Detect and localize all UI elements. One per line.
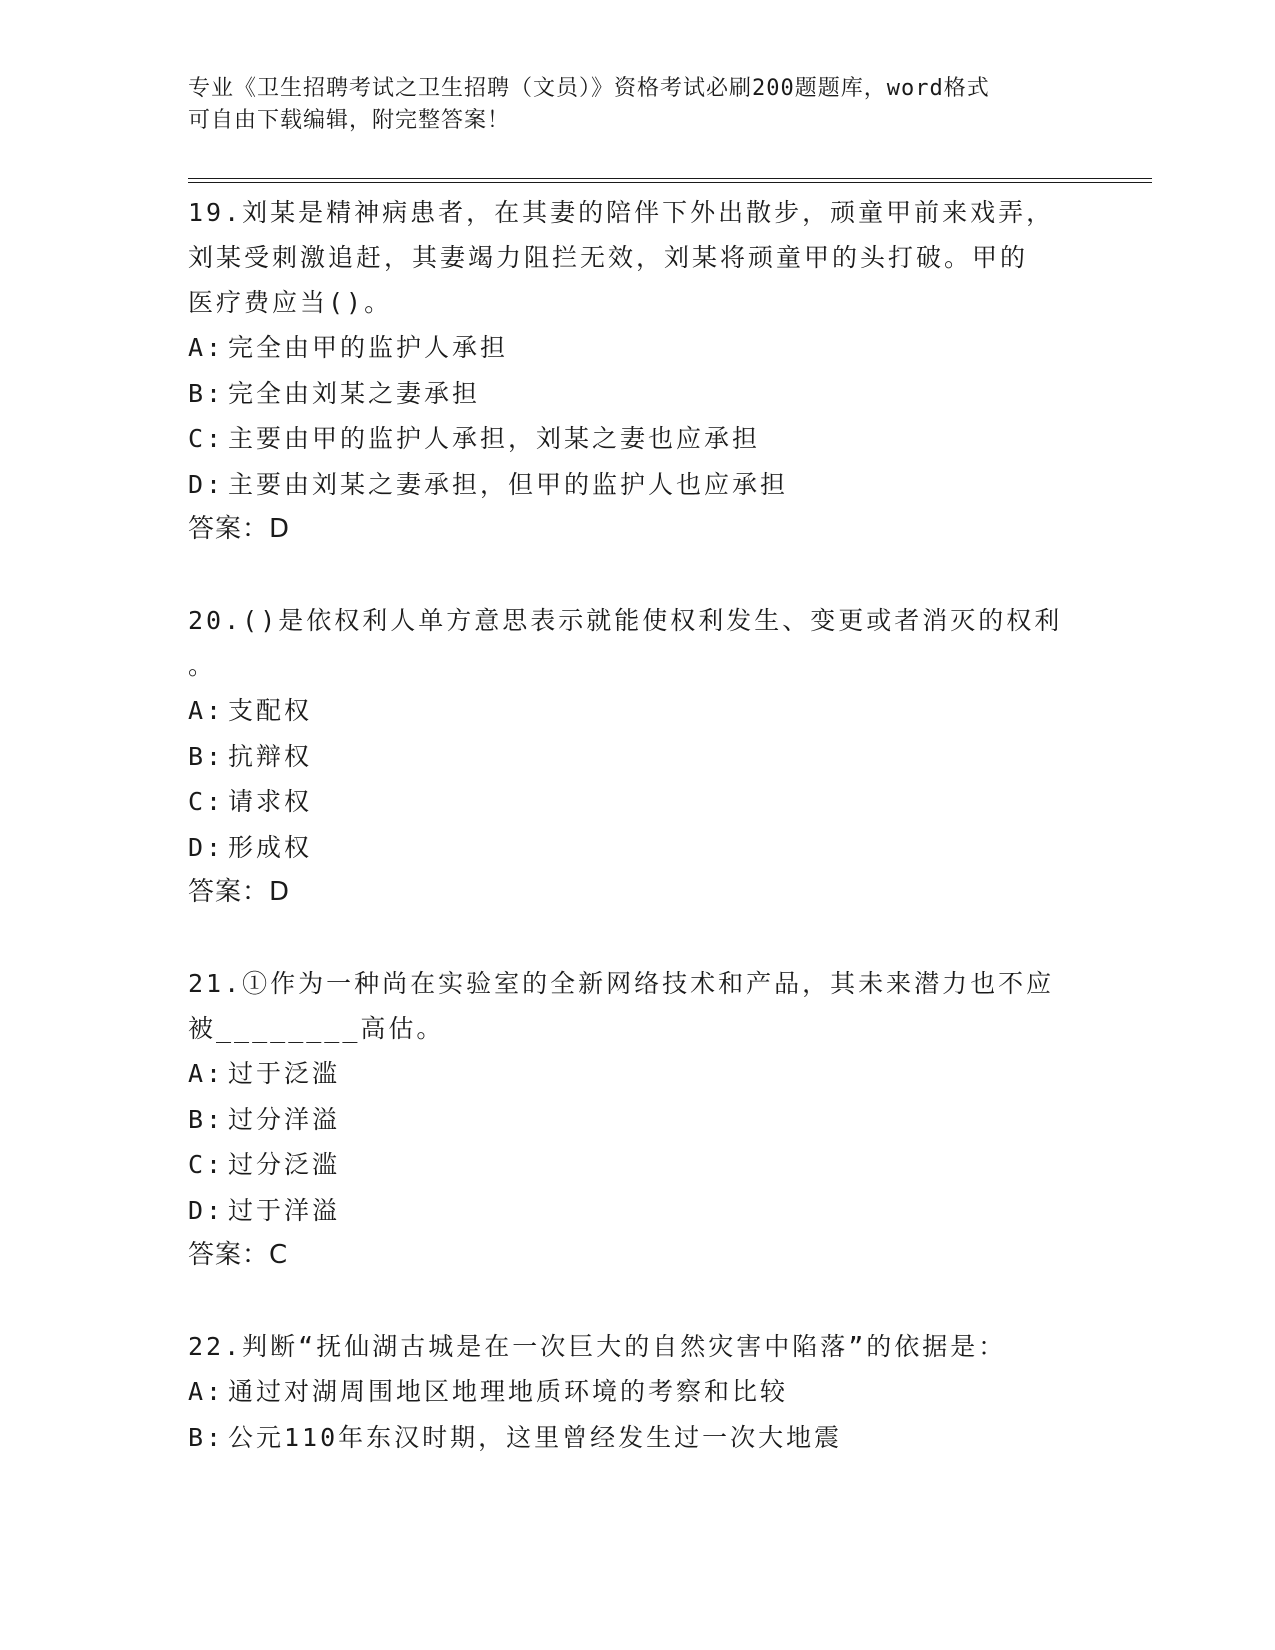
answer: 答案：D — [188, 514, 291, 544]
option-c — [188, 779, 1088, 825]
option-b — [188, 1097, 1088, 1143]
header-line-2: 可自由下载编辑，附完整答案！ — [188, 108, 511, 133]
header-divider-bottom — [188, 182, 1152, 183]
option-key: B: — [188, 741, 225, 771]
question-stem — [188, 190, 1088, 325]
option-key: C: — [188, 424, 225, 453]
option-a — [188, 1369, 1088, 1415]
stem-line: 。 — [188, 651, 217, 680]
question-19 — [188, 190, 1088, 552]
option-key: A: — [188, 1377, 225, 1406]
answer: 答案：C — [188, 1240, 289, 1270]
spacer — [188, 1278, 1088, 1324]
question-20 — [188, 598, 1088, 915]
option-a — [188, 325, 1088, 371]
option-a — [188, 688, 1088, 734]
option-d — [188, 462, 1088, 508]
question-stem — [188, 1324, 1088, 1369]
document-header — [188, 73, 1068, 137]
option-text: 请求权 — [228, 787, 313, 816]
option-key: C: — [188, 787, 225, 816]
option-d — [188, 1188, 1088, 1234]
question-list — [188, 190, 1088, 1460]
option-key: D: — [188, 1195, 225, 1225]
question-22 — [188, 1324, 1088, 1460]
option-text: 完全由刘某之妻承担 — [228, 378, 481, 408]
option-key: B: — [188, 1104, 225, 1134]
option-text: 过分泛滥 — [228, 1150, 341, 1179]
option-b — [188, 734, 1088, 780]
spacer — [188, 915, 1088, 961]
option-text: 通过对湖周围地区地理地质环境的考察和比较 — [228, 1377, 789, 1406]
stem-line: 21.①作为一种尚在实验室的全新网络技术和产品，其未来潜力也不应 — [188, 969, 1055, 998]
option-key: B: — [188, 1422, 225, 1452]
option-text: 过分洋溢 — [228, 1104, 341, 1134]
spacer — [188, 552, 1088, 598]
stem-line: 19.刘某是精神病患者，在其妻的陪伴下外出散步，顽童甲前来戏弄， — [188, 198, 1055, 227]
option-text: 主要由甲的监护人承担，刘某之妻也应承担 — [228, 424, 761, 453]
option-text: 抗辩权 — [228, 741, 313, 771]
option-text: 完全由甲的监护人承担 — [228, 333, 509, 362]
option-text: 公元110年东汉时期，这里曾经发生过一次大地震 — [228, 1422, 843, 1452]
option-key: B: — [188, 378, 225, 408]
stem-line: 刘某受刺激追赶，其妻竭力阻拦无效，刘某将顽童甲的头打破。甲的 — [188, 243, 1029, 272]
option-text: 形成权 — [228, 832, 313, 862]
header-divider-top — [188, 178, 1152, 179]
option-c — [188, 416, 1088, 462]
option-key: A: — [188, 696, 225, 725]
option-c — [188, 1142, 1088, 1188]
option-key: D: — [188, 469, 225, 499]
stem-line: 医疗费应当()。 — [188, 288, 393, 317]
option-key: C: — [188, 1150, 225, 1179]
option-d — [188, 825, 1088, 871]
option-key: D: — [188, 832, 225, 862]
header-line-1: 专业《卫生招聘考试之卫生招聘（文员）》资格考试必刷200题题库，word格式 — [188, 76, 990, 101]
question-stem — [188, 961, 1088, 1051]
question-stem — [188, 598, 1088, 688]
option-key: A: — [188, 1059, 225, 1088]
option-b — [188, 1415, 1088, 1461]
option-text: 过于洋溢 — [228, 1195, 341, 1225]
option-b — [188, 371, 1088, 417]
stem-line: 22.判断“抚仙湖古城是在一次巨大的自然灾害中陷落”的依据是： — [188, 1332, 1007, 1361]
option-text: 支配权 — [228, 696, 313, 725]
option-text: 主要由刘某之妻承担，但甲的监护人也应承担 — [228, 469, 789, 499]
option-a — [188, 1051, 1088, 1097]
option-text: 过于泛滥 — [228, 1059, 341, 1088]
answer: 答案：D — [188, 877, 291, 907]
stem-line: 被________高估。 — [188, 1014, 445, 1043]
question-21 — [188, 961, 1088, 1278]
stem-line: 20.()是依权利人单方意思表示就能使权利发生、变更或者消灭的权利 — [188, 606, 1063, 635]
option-key: A: — [188, 333, 225, 362]
